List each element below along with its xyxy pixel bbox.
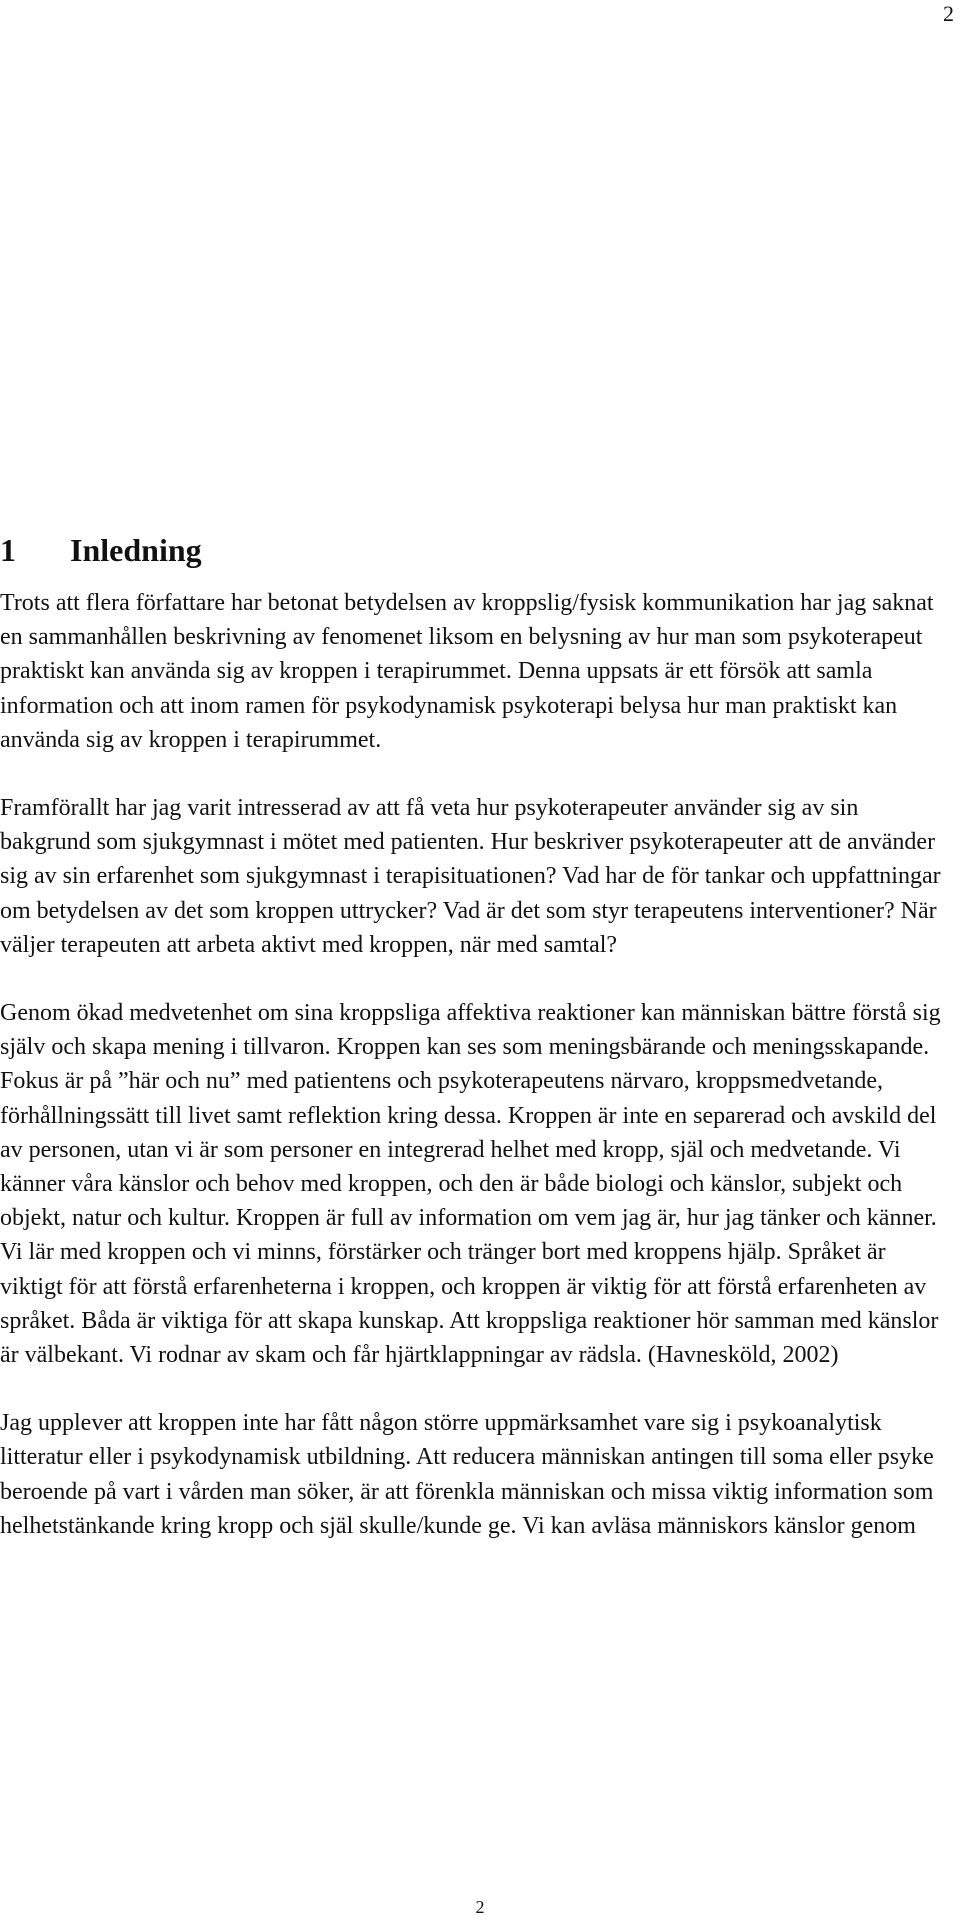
section-number: 1 [0, 532, 16, 568]
paragraph: Jag upplever att kroppen inte har fått någon större uppmärksamhet vare sig i psykoanalytisk litteratur eller i psykodynamisk utbildning. Att reducera människan antingen till soma eller psyke beroende på vart i vården man söker, är att förenkla människan och missa viktig information som helhetstänkande kring kropp och själ skulle/kunde ge. Vi kan avläsa människors känslor genom [0, 1410, 934, 1539]
page-number-bottom: 2 [475, 1897, 485, 1917]
body-text [0, 586, 952, 1577]
paragraph: Framförallt har jag varit intresserad av att få veta hur psykoterapeuter använder sig av sin bakgrund som sjukgymnast i mötet med patienten. Hur beskriver psykoterapeuter att de använder sig av sin erfarenhet som sjukgymnast i terapisituationen? Vad har de för tankar och uppfattningar om betydelsen av det som kroppen uttrycker? Vad är det som styr terapeutens interventioner? När väljer terapeuten att arbeta aktivt med kroppen, när med samtal? [0, 795, 941, 958]
page-number-top: 2 [943, 1, 954, 26]
section-title: Inledning [70, 532, 202, 568]
section-heading [0, 530, 202, 570]
paragraph: Trots att flera författare har betonat betydelsen av kroppslig/fysisk kommunikation har jag saknat en sammanhållen beskrivning av fenomenet liksom en belysning av hur man som psykoterapeut praktiskt kan använda sig av kroppen i terapirummet. Denna uppsats är ett försök att samla information och att inom ramen för psykodynamisk psykoterapi belysa hur man praktiskt kan använda sig av kroppen i terapirummet. [0, 590, 934, 753]
paragraph: Genom ökad medvetenhet om sina kroppsliga affektiva reaktioner kan människan bättre förstå sig själv och skapa mening i tillvaron. Kroppen kan ses som meningsbärande och meningsskapande. Fokus är på ”här och nu” med patientens och psykoterapeutens närvaro, kroppsmedvetande, förhållningssätt till livet samt reflektion kring dessa. Kroppen är inte en separerad och avskild del av personen, utan vi är som personer en integrerad helhet med kropp, själ och medvetande. Vi känner våra känslor och behov med kroppen, och den är både biologi och känslor, subjekt och objekt, natur och kultur. Kroppen är full av information om vem jag är, hur jag tänker och känner. Vi lär med kroppen och vi minns, förstärker och tränger bort med kroppens hjälp. Språket är viktigt för att förstå erfarenheterna i kroppen, och kroppen är viktig för att förstå erfarenheten av språket. Båda är viktiga för att skapa kunskap. Att kroppsliga reaktioner hör samman med känslor är välbekant. Vi rodnar av skam och får hjärtklappningar av rädsla. (Havnesköld, 2002) [0, 1000, 941, 1369]
